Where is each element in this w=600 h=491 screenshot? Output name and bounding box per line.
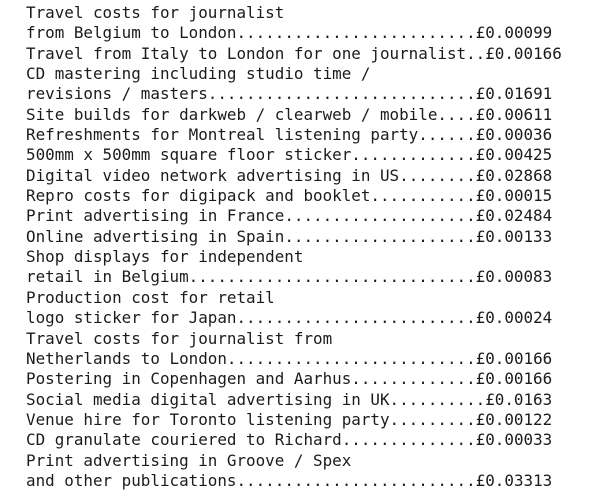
cost-item-final-line: [26, 308, 586, 328]
cost-item-amount: £0.00033: [475, 430, 553, 450]
dot-leader: ..............................: [188, 267, 476, 287]
cost-item-description: and other publications: [26, 470, 237, 490]
dot-leader: ....................: [284, 206, 476, 226]
dot-leader: ....: [437, 104, 476, 124]
cost-item-amount: £0.00024: [475, 308, 553, 328]
cost-item-final-line: [26, 23, 586, 43]
cost-item-final-line: [26, 410, 586, 430]
cost-item-description: Print advertising in France: [26, 206, 285, 226]
cost-item-description: Print advertising in Groove / Spex: [26, 450, 352, 470]
dot-leader: .........: [389, 409, 476, 429]
dot-leader: .............: [351, 369, 476, 389]
dot-leader: ..........................: [226, 348, 476, 368]
cost-item: [26, 288, 586, 329]
cost-item-description: Shop displays for independent: [26, 247, 304, 267]
cost-item-description: Online advertising in Spain: [26, 226, 285, 246]
cost-item-final-line: [26, 227, 586, 247]
cost-item-final-line: [26, 84, 586, 104]
cost-item-final-line: [26, 390, 586, 410]
cost-item: [26, 3, 586, 44]
cost-list: [26, 3, 586, 491]
cost-item-amount: £0.00133: [475, 226, 553, 246]
cost-item-final-line: [26, 44, 586, 64]
cost-item-amount: £0.00166: [475, 369, 553, 389]
cost-item: [26, 145, 586, 165]
cost-item-final-line: [26, 206, 586, 226]
dot-leader: .........................: [236, 470, 476, 490]
cost-item-amount: £0.00122: [475, 409, 553, 429]
dot-leader: ......: [418, 125, 476, 145]
cost-item: [26, 430, 586, 450]
cost-item-amount: £0.00166: [475, 348, 553, 368]
cost-item-amount: £0.03313: [475, 470, 553, 490]
cost-item-amount: £0.00166: [485, 43, 562, 63]
cost-item-description: logo sticker for Japan: [26, 308, 237, 328]
cost-item: [26, 410, 586, 430]
cost-item-description: Travel from Italy to London for one journalist: [26, 43, 467, 63]
cost-item-amount: £0.00425: [475, 145, 553, 165]
cost-item-description: Postering in Copenhagen and Aarhus: [26, 369, 352, 389]
cost-item: [26, 451, 586, 491]
cost-item-final-line: [26, 471, 586, 491]
cost-item-amount: £0.02484: [475, 206, 553, 226]
cost-item-description: Repro costs for digipack and booklet: [26, 186, 371, 206]
cost-item-final-line: [26, 430, 586, 450]
cost-item-description: Digital video network advertising in US: [26, 165, 400, 185]
cost-item-amount: £0.00015: [475, 186, 553, 206]
cost-item: [26, 44, 586, 64]
cost-item-description: Site builds for darkweb / clearweb / mobile: [26, 104, 438, 124]
cost-item-description: Travel costs for journalist from: [26, 328, 333, 348]
cost-item-final-line: [26, 125, 586, 145]
cost-item-amount: £0.00036: [475, 125, 553, 145]
dot-leader: ..............: [341, 430, 476, 450]
cost-item-amount: £0.02868: [475, 165, 553, 185]
cost-item: [26, 247, 586, 288]
dot-leader: ............................: [207, 84, 476, 104]
cost-item-amount: £0.00611: [475, 104, 553, 124]
cost-item-description: CD granulate couriered to Richard: [26, 430, 342, 450]
cost-item-final-line: [26, 145, 586, 165]
cost-item: [26, 166, 586, 186]
cost-item-description: retail in Belgium: [26, 267, 189, 287]
cost-item-amount: £0.00083: [475, 267, 553, 287]
cost-item-description: Production cost for retail: [26, 287, 275, 307]
cost-item: [26, 329, 586, 370]
cost-item-amount: £0.00099: [475, 23, 553, 43]
dot-leader: ..: [466, 43, 486, 63]
cost-item-final-line: [26, 166, 586, 186]
cost-item: [26, 390, 586, 410]
dot-leader: ....................: [284, 226, 476, 246]
cost-item-description: revisions / masters: [26, 84, 208, 104]
dot-leader: .............: [351, 145, 476, 165]
cost-item: [26, 369, 586, 389]
cost-item-final-line: [26, 349, 586, 369]
cost-item-final-line: [26, 186, 586, 206]
cost-item-description: Venue hire for Toronto listening party: [26, 409, 390, 429]
cost-item: [26, 186, 586, 206]
dot-leader: .........................: [236, 308, 476, 328]
dot-leader: ...........: [370, 186, 476, 206]
dot-leader: ........: [399, 165, 476, 185]
cost-item-description: Social media digital advertising in UK: [26, 389, 390, 409]
cost-item-final-line: [26, 105, 586, 125]
cost-item-description: Travel costs for journalist: [26, 3, 285, 22]
cost-item: [26, 105, 586, 125]
cost-item-final-line: [26, 369, 586, 389]
cost-item-amount: £0.0163: [485, 389, 553, 409]
cost-item: [26, 64, 586, 105]
cost-item-description: CD mastering including studio time /: [26, 64, 371, 84]
cost-item-description: 500mm x 500mm square floor sticker: [26, 145, 352, 165]
cost-item: [26, 227, 586, 247]
dot-leader: .........................: [236, 23, 476, 43]
cost-item-description: Netherlands to London: [26, 348, 227, 368]
cost-item-amount: £0.01691: [475, 84, 553, 104]
cost-item: [26, 125, 586, 145]
cost-item-final-line: [26, 267, 586, 287]
dot-leader: ..........: [389, 389, 486, 409]
cost-item-description: from Belgium to London: [26, 23, 237, 43]
cost-item: [26, 206, 586, 226]
cost-item-description: Refreshments for Montreal listening party: [26, 125, 419, 145]
